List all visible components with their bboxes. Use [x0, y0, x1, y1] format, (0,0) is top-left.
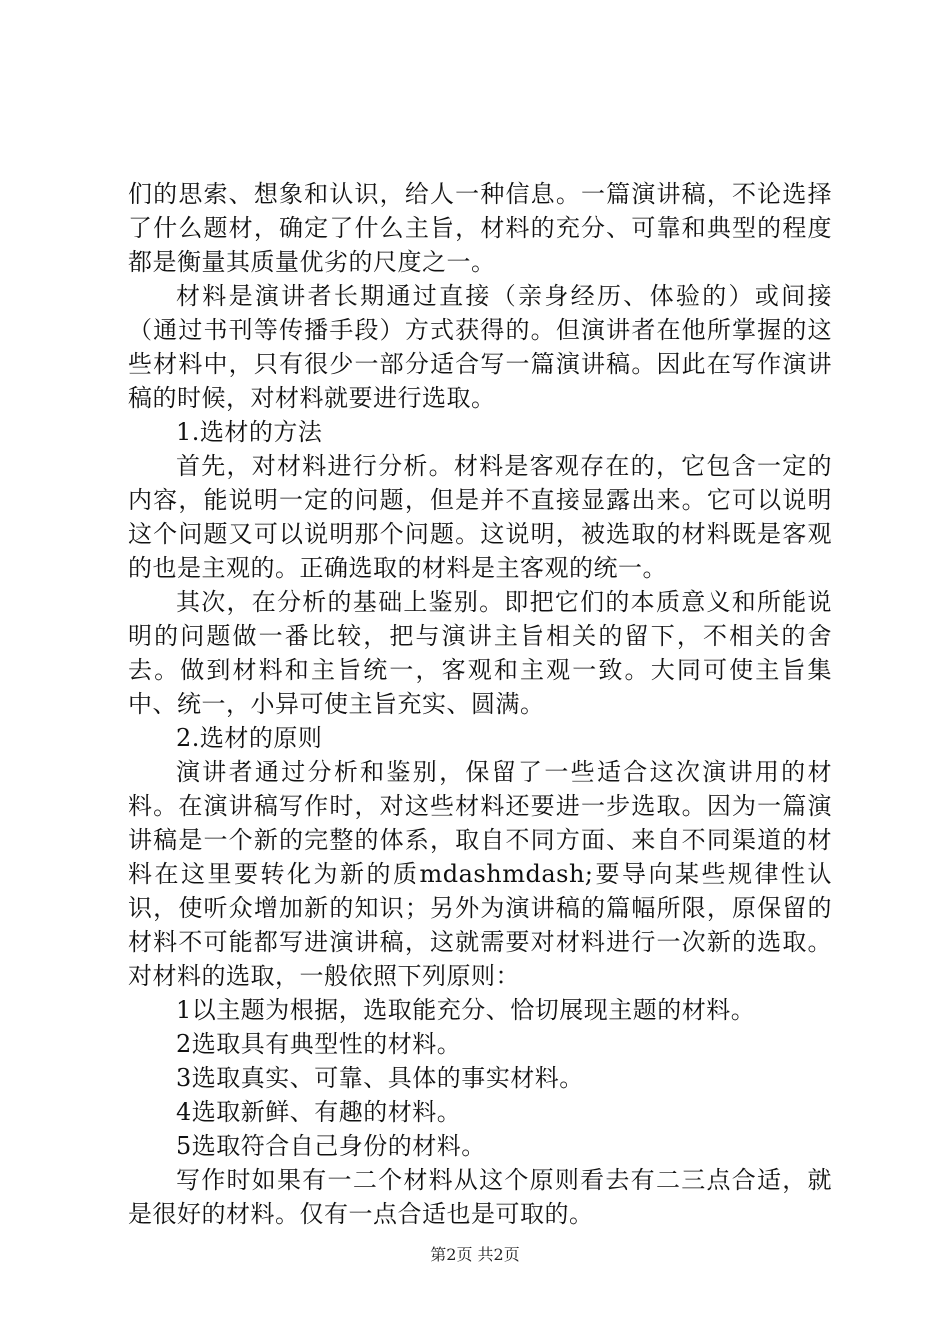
paragraph-continuation: 们的思索、想象和认识，给人一种信息。一篇演讲稿，不论选择了什么题材，确定了什么主旨，材料的充分、可靠和典型的程度都是衡量其质量优劣的尺度之一。	[128, 180, 832, 276]
principle-item-3: 3选取真实、可靠、具体的事实材料。	[176, 1064, 584, 1092]
paragraph-conclusion: 写作时如果有一二个材料从这个原则看去有二三点合适，就是很好的材料。仅有一点合适也是可取的。	[128, 1166, 832, 1228]
principle-item-5: 5选取符合自己身份的材料。	[176, 1132, 486, 1160]
page-footer: 第2页 共2页	[430, 1245, 520, 1264]
section-heading-method: 1.选材的方法	[176, 418, 323, 446]
principle-item-4: 4选取新鲜、有趣的材料。	[176, 1098, 462, 1126]
section-heading-principles: 2.选材的原则	[176, 724, 323, 752]
paragraph-material-source: 材料是演讲者长期通过直接（亲身经历、体验的）或间接（通过书刊等传播手段）方式获得的。但演讲者在他所掌握的这些材料中，只有很少一部分适合写一篇演讲稿。因此在写作演讲稿的时候，对材料就要进行选取。	[128, 282, 832, 412]
document-body	[128, 177, 832, 1231]
paragraph-analysis: 首先，对材料进行分析。材料是客观存在的，它包含一定的内容，能说明一定的问题，但是并不直接显露出来。它可以说明这个问题又可以说明那个问题。这说明，被选取的材料既是客观的也是主观的。正确选取的材料是主客观的统一。	[128, 452, 832, 582]
principle-item-1: 1以主题为根据，选取能充分、恰切展现主题的材料。	[176, 996, 756, 1024]
paragraph-identification: 其次，在分析的基础上鉴别。即把它们的本质意义和所能说明的问题做一番比较，把与演讲主旨相关的留下，不相关的舍去。做到材料和主旨统一，客观和主观一致。大同可使主旨集中、统一，小异可使主旨充实、圆满。	[128, 588, 832, 718]
principle-item-2: 2选取具有典型性的材料。	[176, 1030, 462, 1058]
paragraph-selection: 演讲者通过分析和鉴别，保留了一些适合这次演讲用的材料。在演讲稿写作时，对这些材料还要进一步选取。因为一篇演讲稿是一个新的完整的体系，取自不同方面、来自不同渠道的材料在这里要转化为新的质mdashmdash;要导向某些规律性认识，使听众增加新的知识；另外为演讲稿的篇幅所限，原保留的材料不可能都写进演讲稿，这就需要对材料进行一次新的选取。对材料的选取，一般依照下列原则：	[128, 758, 832, 990]
